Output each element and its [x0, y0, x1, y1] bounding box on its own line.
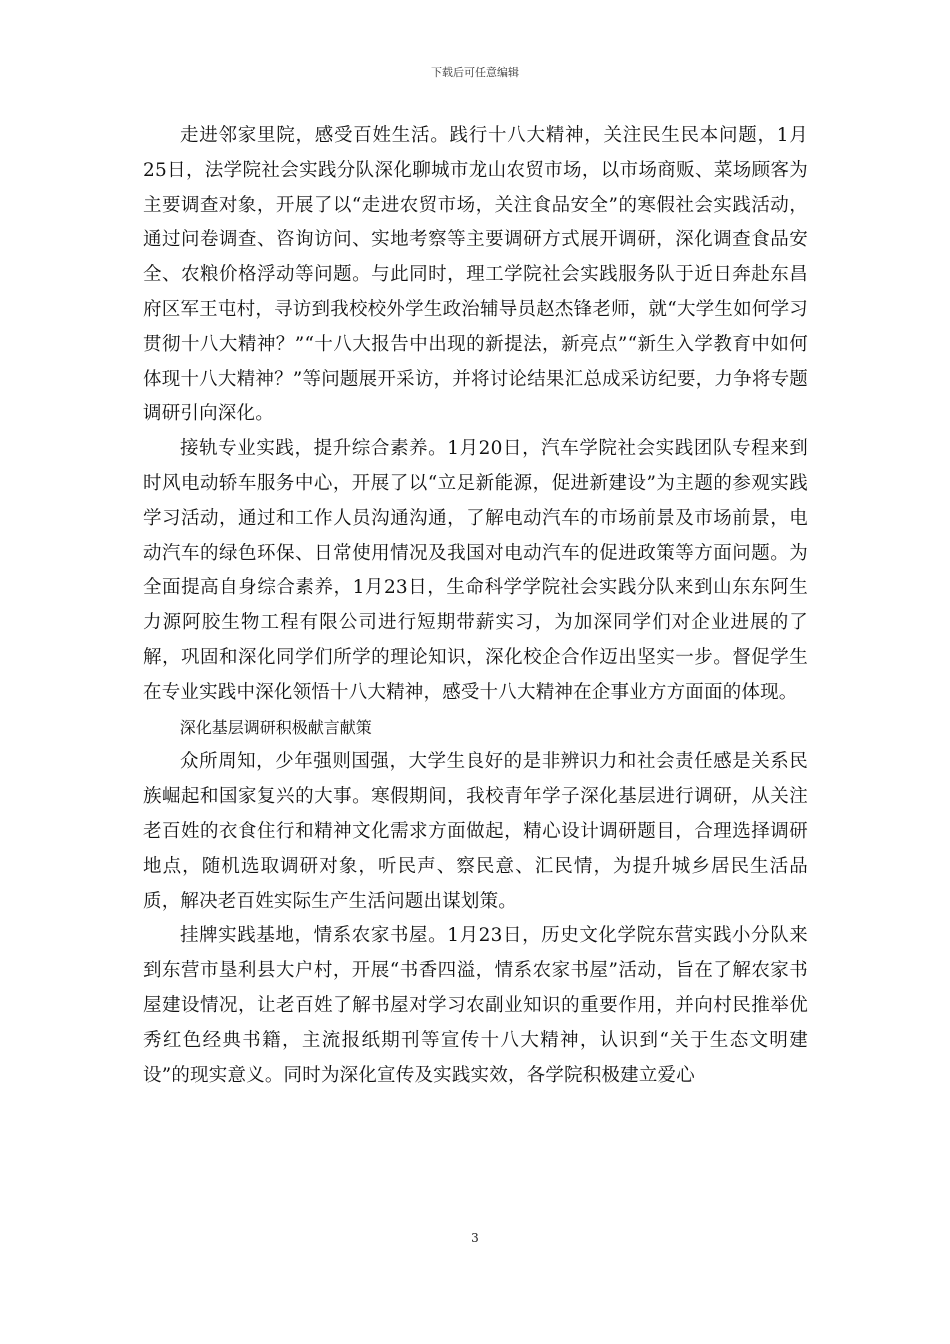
- section-subheading: 深化基层调研积极献言献策: [179, 717, 372, 737]
- paragraph-farm-library: 挂牌实践基地，情系农家书屋。1月23日，历史文化学院东营实践小分队来到东营市垦利县大户村，开展“书香四溢，情系农家书屋”活动，旨在了解农家书屋建设情况，让老百姓了解书屋对学习农副业知识的重要作用，并向村民推举优秀红色经典书籍，主流报纸期刊等宣传十八大精神，认识到“关于生态文明建设”的现实意义。同时为深化宣传及实践实效，各学院积极建立爱心: [143, 925, 808, 1086]
- paragraph-neighborhood-visit: 走进邻家里院，感受百姓生活。践行十八大精神，关注民生民本问题，1月25日，法学院社会实践分队深化聊城市龙山农贸市场，以市场商贩、菜场顾客为主要调查对象，开展了以“走进农贸市场，关注食品安全”的寒假社会实践活动，通过问卷调查、咨询访问、实地考察等主要调研方式展开调研，深化调查食品安全、农粮价格浮动等问题。与此同时，理工学院社会实践服务队于近日奔赴东昌府区军王屯村，寻访到我校校外学生政治辅导员赵杰锋老师，就“大学生如何学习贯彻十八大精神？”“十八大报告中出现的新提法，新亮点”“新生入学教育中如何体现十八大精神？”等问题展开采访，并将讨论结果汇总成采访纪要，力争将专题调研引向深化。: [143, 125, 808, 425]
- document-body: [143, 119, 808, 1093]
- paragraph-professional-practice: 接轨专业实践，提升综合素养。1月20日，汽车学院社会实践团队专程来到时风电动轿车服务中心，开展了以“立足新能源，促进新建设”为主题的参观实践学习活动，通过和工作人员沟通沟通，了解电动汽车的市场前景及市场前景，电动汽车的绿色环保、日常使用情况及我国对电动汽车的促进政策等方面问题。为全面提高自身综合素养，1月23日，生命科学学院社会实践分队来到山东东阿生力源阿胶生物工程有限公司进行短期带薪实习，为加深同学们对企业进展的了解，巩固和深化同学们所学的理论知识，深化校企合作迈出坚实一步。督促学生在专业实践中深化领悟十八大精神，感受十八大精神在企事业方方面面的体现。: [143, 438, 808, 703]
- page-header: 下载后可任意编辑: [431, 66, 519, 79]
- paragraph-grassroots-research: 众所周知，少年强则国强，大学生良好的是非辨识力和社会责任感是关系民族崛起和国家复兴的大事。寒假期间，我校青年学子深化基层进行调研，从关注老百姓的衣食住行和精神文化需求方面做起，精心设计调研题目，合理选择调研地点，随机选取调研对象，听民声、察民意、汇民情，为提升城乡居民生活品质，解决老百姓实际生产生活问题出谋划策。: [143, 751, 808, 912]
- page-number: 3: [471, 1231, 479, 1245]
